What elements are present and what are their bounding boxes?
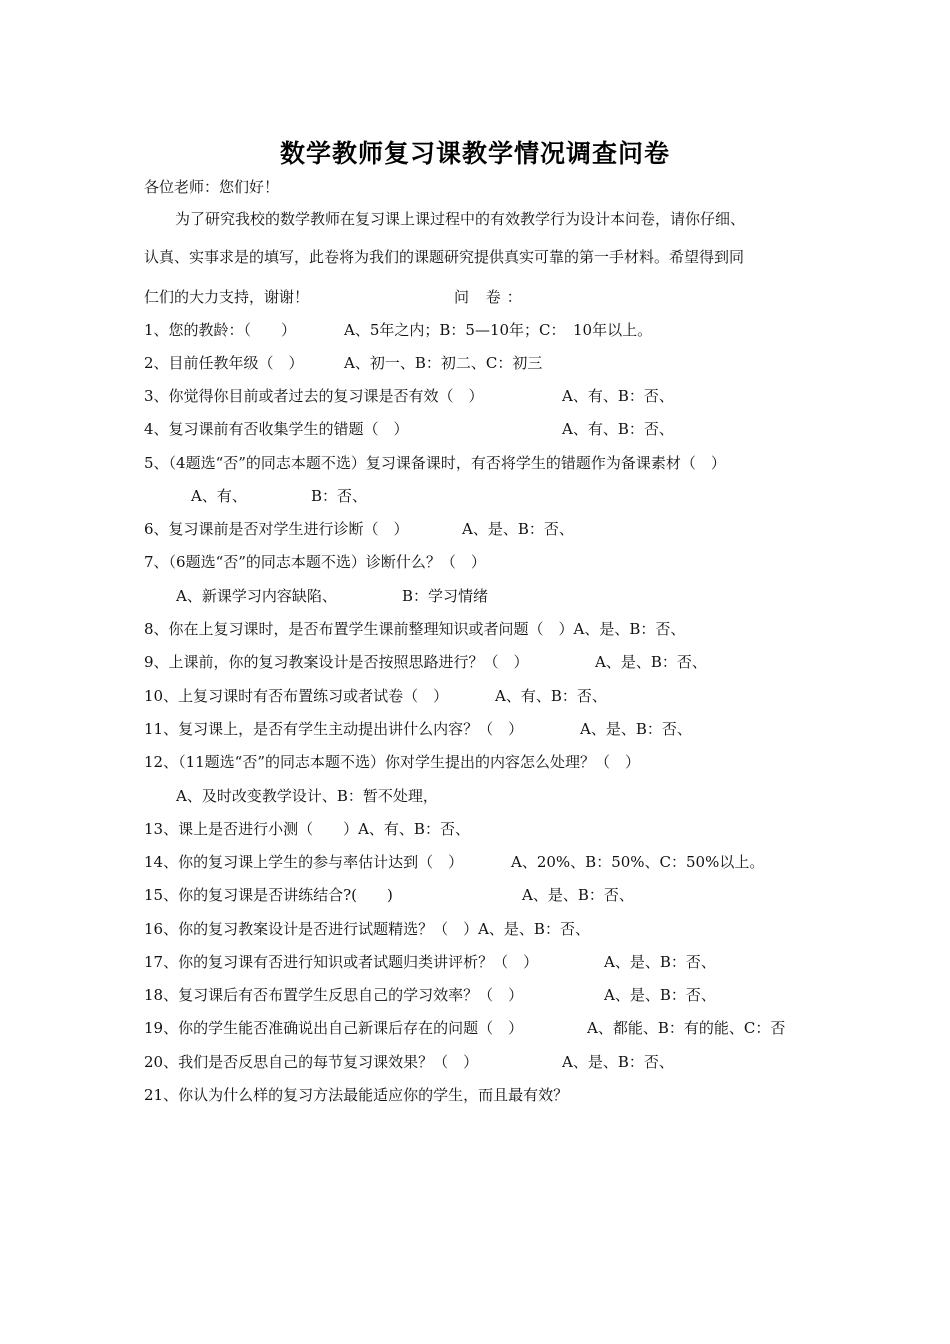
- question-12: 12、（11题选“否”的同志本题不选）你对学生提出的内容怎么处理？（ ）: [144, 753, 641, 771]
- section-label: 问 卷：: [454, 288, 528, 306]
- question-8: 8、你在上复习课时，是否布置学生课前整理知识或者问题（ ）A、是、B：否、: [144, 620, 686, 638]
- question-3: 3、你觉得你目前或者过去的复习课是否有效（ ）: [144, 387, 484, 405]
- question-2: 2、目前任教年级（ ）: [144, 354, 304, 372]
- question-5-option-b: B：否、: [311, 487, 368, 505]
- intro-line-3: 仁们的大力支持，谢谢！: [144, 288, 310, 306]
- question-14-options: A、20%、B：50%、C：50%以上。: [511, 853, 765, 871]
- question-4: 4、复习课前有否收集学生的错题（ ）: [144, 420, 409, 438]
- question-16: 16、你的复习教案设计是否进行试题精选？（ ）A、是、B：否、: [144, 920, 590, 938]
- intro-line-2: 认真、实事求是的填写，此卷将为我们的课题研究提供真实可靠的第一手材料。希望得到同: [144, 248, 745, 266]
- question-10: 10、上复习课时有否布置练习或者试卷（ ）: [144, 687, 449, 705]
- question-12-options: A、及时改变教学设计、B：暂不处理，: [176, 787, 438, 805]
- question-18: 18、复习课后有否布置学生反思自己的学习效率？（ ）: [144, 986, 524, 1004]
- question-21: 21、你认为什么样的复习方法最能适应你的学生，而且最有效？: [144, 1086, 569, 1104]
- question-5: 5、（4题选“否”的同志本题不选）复习课备课时，有否将学生的错题作为备课素材（ ）: [144, 454, 726, 472]
- question-7: 7、（6题选“否”的同志本题不选）诊断什么？（ ）: [144, 553, 486, 571]
- question-20-options: A、是、B：否、: [562, 1053, 674, 1071]
- question-6-options: A、是、B：否、: [462, 520, 574, 538]
- question-3-options: A、有、B：否、: [562, 387, 674, 405]
- question-11-options: A、是、B：否、: [580, 720, 692, 738]
- question-11: 11、复习课上，是否有学生主动提出讲什么内容？（ ）: [144, 720, 524, 738]
- question-1-options: A、5年之内；B：5—10年；C： 10年以上。: [344, 321, 653, 339]
- intro-line-1: 为了研究我校的数学教师在复习课上课过程中的有效教学行为设计本问卷，请你仔细、: [175, 210, 746, 228]
- question-4-options: A、有、B：否、: [562, 420, 674, 438]
- question-9-options: A、是、B：否、: [595, 653, 707, 671]
- question-7-option-b: B：学习情绪: [402, 587, 489, 605]
- question-17-options: A、是、B：否、: [604, 953, 716, 971]
- question-2-options: A、初一、B：初二、C：初三: [344, 354, 543, 372]
- question-10-options: A、有、B：否、: [495, 687, 607, 705]
- question-9: 9、上课前，你的复习教案设计是否按照思路进行？（ ）: [144, 653, 529, 671]
- document-title: 数学教师复习课教学情况调查问卷: [279, 139, 670, 168]
- question-14: 14、你的复习课上学生的参与率估计达到（ ）: [144, 853, 464, 871]
- question-19: 19、你的学生能否准确说出自己新课后存在的问题（ ）: [144, 1019, 524, 1037]
- question-17: 17、你的复习课有否进行知识或者试题归类讲评析？（ ）: [144, 953, 539, 971]
- question-1: [144, 320, 296, 340]
- greeting: 各位老师：您们好！: [144, 178, 280, 196]
- question-15-options: A、是、B：否、: [522, 886, 634, 904]
- question-20: 20、我们是否反思自己的每节复习课效果？（ ）: [144, 1053, 479, 1071]
- question-6: 6、复习课前是否对学生进行诊断（ ）: [144, 520, 409, 538]
- question-text: 1、您的教龄：（ ）: [144, 321, 297, 339]
- question-19-options: A、都能、B：有的能、C：否: [587, 1019, 786, 1037]
- question-5-option-a: A、有、: [191, 487, 247, 505]
- question-7-option-a: A、新课学习内容缺陷、: [176, 587, 337, 605]
- question-13: 13、课上是否进行小测（ ）A、有、B：否、: [144, 820, 470, 838]
- question-15: 15、你的复习课是否讲练结合?( ): [144, 886, 393, 904]
- question-18-options: A、是、B：否、: [604, 986, 716, 1004]
